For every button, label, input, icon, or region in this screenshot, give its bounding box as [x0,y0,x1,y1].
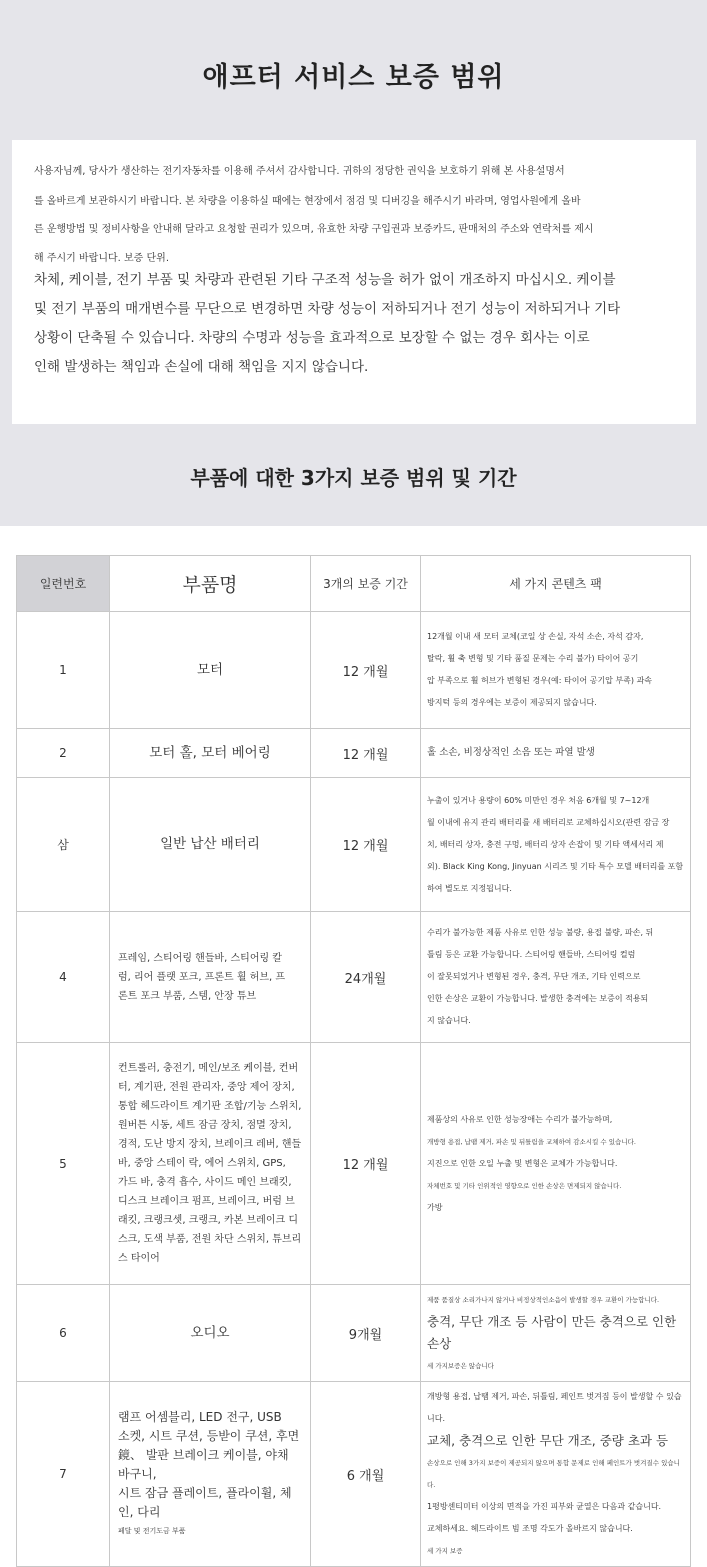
coverage-line: 12개월 이내 새 모터 교체(코일 상 손실, 자석 소손, 자석 감자, [427,632,644,641]
warranty-period: 6 개월 [311,1382,421,1567]
part-line: 터, 계기판, 전원 관리자, 중앙 제어 장치, [118,1082,295,1093]
section-subtitle: 부품에 대한 3가지 보증 범위 및 기간 [190,466,517,490]
warranty-period: 12 개월 [311,778,421,912]
page-title: 애프터 서비스 보증 범위 [202,62,505,93]
coverage-line: 교체하세요. 헤드라이트 빔 조명 각도가 올바르지 않습니다. [427,1524,633,1533]
coverage-line: 지진으로 인한 오일 누출 및 변형은 교체가 가능합니다. [427,1158,618,1168]
coverage-line: 개방형 용접, 납땜 제거, 파손 및 뒤틀림을 교체하여 감소시킬 수 있습니다. [427,1137,636,1146]
part-line: 래킷, 크랭크셋, 크랭크, 카본 브레이크 디 [118,1215,298,1226]
header-warranty-period: 3개의 보증 기간 [311,556,421,612]
coverage-line: 방지턱 등의 경우에는 보증이 제공되지 않습니다. [427,698,597,707]
row-number: 삼 [17,778,110,912]
row-number: 4 [17,912,110,1043]
coverage-line: 지 않습니다. [427,1016,471,1025]
warranty-period: 12 개월 [311,1043,421,1285]
coverage-line: 제품상의 사유로 인한 성능장애는 수리가 불가능하며, [427,1114,613,1124]
coverage-text [421,1285,691,1382]
table-row [17,912,691,1043]
part-line: 소켓, 시트 쿠션, 등받이 쿠션, 후면 [118,1428,300,1443]
warranty-period: 24개월 [311,912,421,1043]
part-name: 일반 납산 배터리 [110,778,311,912]
intro-line: 사용자님께, 당사가 생산하는 전기자동차를 이용해 주셔서 감사합니다. 귀하의 정당한 권익을 보호하기 위해 본 사용설명서 [34,166,565,177]
part-line: 컨트롤러, 충전기, 메인/보조 케이블, 컨버 [118,1063,299,1074]
part-line: 론트 포크 부품, 스템, 안장 튜브 [118,990,257,1002]
table-row [17,612,691,729]
part-line: 鏡、 발판 브레이크 케이블, 야채 바구니, [118,1447,289,1481]
intro-line-large: 및 전기 부품의 매개변수를 무단으로 변경하면 차량 성능이 저하되거나 전기 성능이 저하되거나 기타 [34,301,621,317]
intro-line-large: 상황이 단축될 수 있습니다. 차량의 수명과 성능을 효과적으로 보장할 수 없는 경우 회사는 이로 [34,330,590,346]
coverage-line: 인한 손상은 교환이 가능합니다. 발생한 충격에는 보증이 적용되 [427,994,649,1003]
part-line: 페달 및 전기도금 부품 [118,1526,186,1535]
part-line: 원버튼 시동, 세트 잠금 장치, 점멸 장치, [118,1120,292,1131]
part-name [110,1043,311,1285]
coverage-line: 월 이내에 유지 관리 배터리를 새 배터리로 교체하십시오(관련 잠금 장 [427,817,670,827]
header-part-name: 부품명 [110,556,311,612]
header-serial-number: 일련번호 [17,556,110,612]
part-name: 오디오 [110,1285,311,1382]
coverage-line: 누출이 있거나 용량이 60% 미만인 경우 처음 6개월 및 7~12개 [427,795,650,805]
part-line: 스 타이어 [118,1253,160,1264]
coverage-line: 틀림 등은 교환 가능합니다. 스티어링 핸들바, 스티어링 컬럼 [427,950,636,959]
row-number: 2 [17,729,110,778]
coverage-line: 이 잘못되었거나 변형된 경우, 충격, 무단 개조, 기타 인력으로 [427,972,641,981]
part-line: 경적, 도난 방지 장치, 브레이크 레버, 핸들 [118,1139,302,1150]
table-row [17,1382,691,1567]
part-line: 프레임, 스티어링 핸들바, 스티어링 칼 [118,952,282,964]
coverage-line: 세 가지 보증 [427,1547,463,1555]
warranty-table [16,555,691,1567]
coverage-line: 세 가지보증은 않습니다 [427,1362,494,1370]
table-row [17,1043,691,1285]
intro-line: 해 주시기 바랍니다. 보증 단위. [34,253,169,264]
table-row [17,778,691,912]
row-number: 7 [17,1382,110,1567]
header-coverage: 세 가지 콘텐츠 팩 [421,556,691,612]
coverage-line: 손상으로 인해 3가지 보증이 제공되지 않으며 통합 문제로 인해 페인트가 벗겨질수 있습니다. [427,1459,680,1489]
warranty-period: 12 개월 [311,612,421,729]
coverage-line: 치, 배터리 상자, 충전 구멍, 배터리 상자 손잡이 및 기타 액세서리 제 [427,839,664,849]
coverage-text [421,778,691,912]
coverage-line: 교체, 충격으로 인한 무단 개조, 중량 초과 등 [427,1433,669,1448]
table-row [17,729,691,778]
table-row [17,1285,691,1382]
part-line: 램프 어셈블리, LED 전구, USB [118,1409,282,1424]
row-number: 1 [17,612,110,729]
part-name [110,1382,311,1567]
part-name: 모터 [110,612,311,729]
part-name: 모터 홀, 모터 베어링 [110,729,311,778]
intro-line-large: 차체, 케이블, 전기 부품 및 차량과 관련된 기타 구조적 성능을 허가 없이 개조하지 마십시오. 케이블 [34,272,616,288]
row-number: 5 [17,1043,110,1285]
intro-line: 른 운행방법 및 정비사항을 안내해 달라고 요청할 권리가 있으며, 유효한 차량 구입권과 보증카드, 판매처의 주소와 연락처를 제시 [34,224,594,235]
coverage-line: 충격, 무단 개조 등 사람이 만든 충격으로 인한 손상 [427,1314,677,1351]
part-line: 가드 바, 충격 흡수, 사이드 메인 브래킷, [118,1177,292,1188]
warranty-period: 9개월 [311,1285,421,1382]
intro-box [12,140,696,424]
coverage-line: 가방 [427,1202,443,1212]
row-number: 6 [17,1285,110,1382]
coverage-line: 자체번호 및 기타 인위적인 영향으로 인한 손상은 면제되지 않습니다. [427,1181,622,1190]
coverage-text [421,1382,691,1567]
table-header-row [17,556,691,612]
coverage-line: 제품 품질상 소리가나지 않거나 비정상적인소음이 발생할 경우 교환이 가능합니다. [427,1296,660,1304]
part-line: 시트 잠금 플레이트, 플라이휠, 체인, 다리 [118,1485,292,1519]
coverage-line: 1평방센티미터 이상의 면적을 가진 피부와 균열은 다음과 같습니다. [427,1502,662,1511]
coverage-line: 탈락, 휠 축 변형 및 기타 품질 문제는 수리 불가) 타이어 공기 [427,654,639,663]
coverage-line: 수리가 불가능한 제품 사유로 인한 성능 불량, 용접 불량, 파손, 뒤 [427,928,654,937]
part-line: 통합 헤드라이트 계기판 조합/기능 스위치, [118,1101,302,1112]
coverage-line: 하여 별도로 지정됩니다. [427,883,512,893]
intro-line: 를 올바르게 보관하시기 바랍니다. 본 차량을 이용하실 때에는 현장에서 점검 및 디버깅을 해주시기 바라며, 영업사원에게 올바 [34,196,581,207]
coverage-text [421,912,691,1043]
part-line: 스크, 도색 부품, 전원 차단 스위치, 튜브리 [118,1234,302,1245]
warranty-period: 12 개월 [311,729,421,778]
coverage-line: 압 부족으로 휠 허브가 변형된 경우(예: 타이어 공기압 부족) 과속 [427,676,653,685]
part-line: 디스크 브레이크 펌프, 브레이크, 버럼 브 [118,1196,295,1207]
coverage-text [421,729,691,778]
coverage-line: 개방형 용접, 납땜 제거, 파손, 뒤틀림, 페인트 벗겨짐 등이 발생할 수 있습니다. [427,1392,682,1423]
coverage-line: 외). Black King Kong, Jinyuan 시리즈 및 기타 특수 모델 배터리를 포함 [427,861,684,871]
part-name [110,912,311,1043]
coverage-text [421,1043,691,1285]
coverage-text [421,612,691,729]
part-line: 럼, 리어 플랫 포크, 프론트 휠 허브, 프 [118,971,286,983]
part-line: 바, 중앙 스테이 락, 에어 스위치, GPS, [118,1158,286,1169]
coverage-line: 홀 소손, 비정상적인 소음 또는 파열 발생 [427,747,595,758]
intro-line-large: 인해 발생하는 책임과 손실에 대해 책임을 지지 않습니다. [34,359,369,375]
